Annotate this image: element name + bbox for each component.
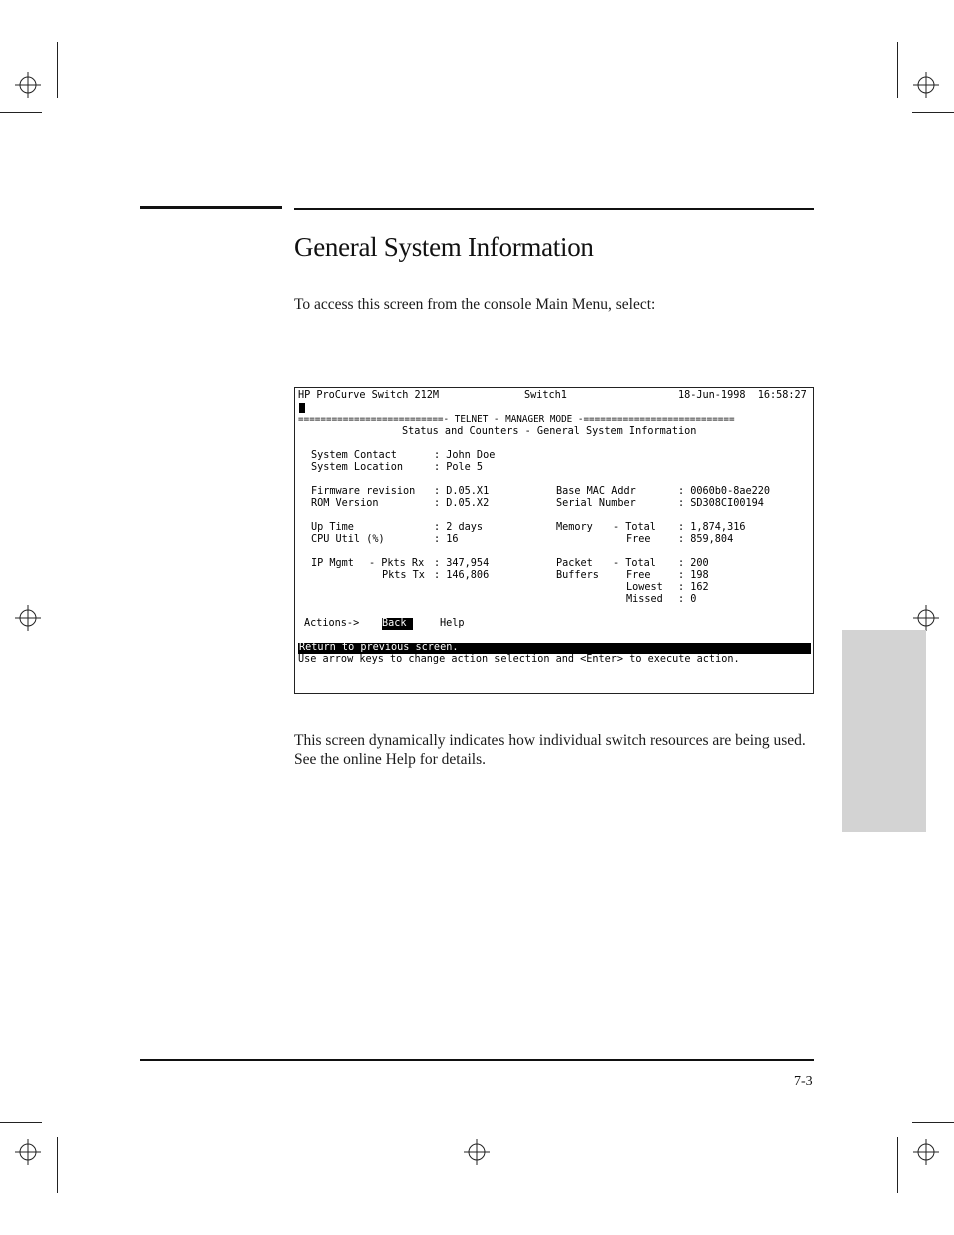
buf-lowest-label: Lowest (626, 582, 663, 593)
buf-total-label: - Total (613, 558, 656, 569)
buf-missed-label: Missed (626, 594, 663, 605)
buf-free-value: : 198 (678, 570, 709, 581)
memory-label: Memory (556, 522, 593, 533)
memory-free-value: : 859,804 (678, 534, 734, 545)
actions-label: Actions-> (304, 618, 360, 629)
terminal-product: HP ProCurve Switch 212M (298, 390, 440, 401)
terminal-screen-title: Status and Counters - General System Information (402, 426, 697, 437)
buf-total-value: : 200 (678, 558, 709, 569)
registration-mark-icon (913, 1139, 939, 1165)
serial-value: : SD308CI00194 (678, 498, 764, 509)
terminal-cursor (299, 403, 305, 413)
memory-total-value: : 1,874,316 (678, 522, 746, 533)
body-text: This screen dynamically indicates how individual switch resources are being used. See the online Help for details. (294, 732, 806, 768)
system-contact-value: : John Doe (434, 450, 496, 461)
back-action-button[interactable]: Back (382, 618, 413, 630)
chapter-thumb-tab (842, 630, 926, 832)
buf-missed-value: : 0 (678, 594, 697, 605)
base-mac-label: Base MAC Addr (556, 486, 636, 497)
header-rule-left (140, 206, 282, 209)
buf-free-label: Free (626, 570, 651, 581)
uptime-label: Up Time (311, 522, 354, 533)
intro-text: To access this screen from the console Main Menu, select: (294, 296, 656, 313)
ip-mgmt-label: IP Mgmt (311, 558, 354, 569)
terminal-screen (294, 387, 814, 694)
crop-mark (57, 1137, 58, 1193)
header-rule-right (294, 208, 814, 210)
status-message: Return to previous screen. (299, 642, 459, 653)
registration-mark-icon (15, 605, 41, 631)
crop-mark (0, 1122, 42, 1123)
terminal-switch-name: Switch1 (524, 390, 567, 401)
buffers-label: Buffers (556, 570, 599, 581)
rom-value: : D.05.X2 (434, 498, 490, 509)
system-location-label: System Location (311, 462, 404, 473)
memory-total-label: - Total (613, 522, 656, 533)
system-location-value: : Pole 5 (434, 462, 484, 473)
help-action-button[interactable]: Help (440, 618, 465, 629)
serial-label: Serial Number (556, 498, 636, 509)
packet-label: Packet (556, 558, 593, 569)
crop-mark (0, 112, 42, 113)
crop-mark (57, 42, 58, 98)
footer-rule (140, 1059, 814, 1061)
page-number: 7-3 (794, 1074, 813, 1089)
cpu-value: : 16 (434, 534, 459, 545)
crop-mark (912, 1122, 954, 1123)
buf-lowest-value: : 162 (678, 582, 709, 593)
rom-label: ROM Version (311, 498, 379, 509)
registration-mark-icon (913, 605, 939, 631)
cpu-label: CPU Util (%) (311, 534, 385, 545)
firmware-label: Firmware revision (311, 486, 416, 497)
pkts-tx-value: : 146,806 (434, 570, 490, 581)
registration-mark-icon (464, 1139, 490, 1165)
pkts-rx-value: : 347,954 (434, 558, 490, 569)
pkts-rx-label: - Pkts Rx (369, 558, 425, 569)
help-message: Use arrow keys to change action selection and <Enter> to execute action. (298, 654, 740, 665)
registration-mark-icon (15, 72, 41, 98)
firmware-value: : D.05.X1 (434, 486, 490, 497)
registration-mark-icon (15, 1139, 41, 1165)
crop-mark (912, 112, 954, 113)
registration-mark-icon (913, 72, 939, 98)
pkts-tx-label: Pkts Tx (382, 570, 425, 581)
crop-mark (897, 42, 898, 98)
system-contact-label: System Contact (311, 450, 397, 461)
uptime-value: : 2 days (434, 522, 484, 533)
terminal-datetime: 18-Jun-1998 16:58:27 (678, 390, 807, 401)
base-mac-value: : 0060b0-8ae220 (678, 486, 771, 497)
page-title: General System Information (294, 232, 594, 262)
crop-mark (897, 1137, 898, 1193)
memory-free-label: Free (626, 534, 651, 545)
terminal-mode-line: ==========================- TELNET - MANAGER MODE -=========================== (298, 414, 735, 425)
